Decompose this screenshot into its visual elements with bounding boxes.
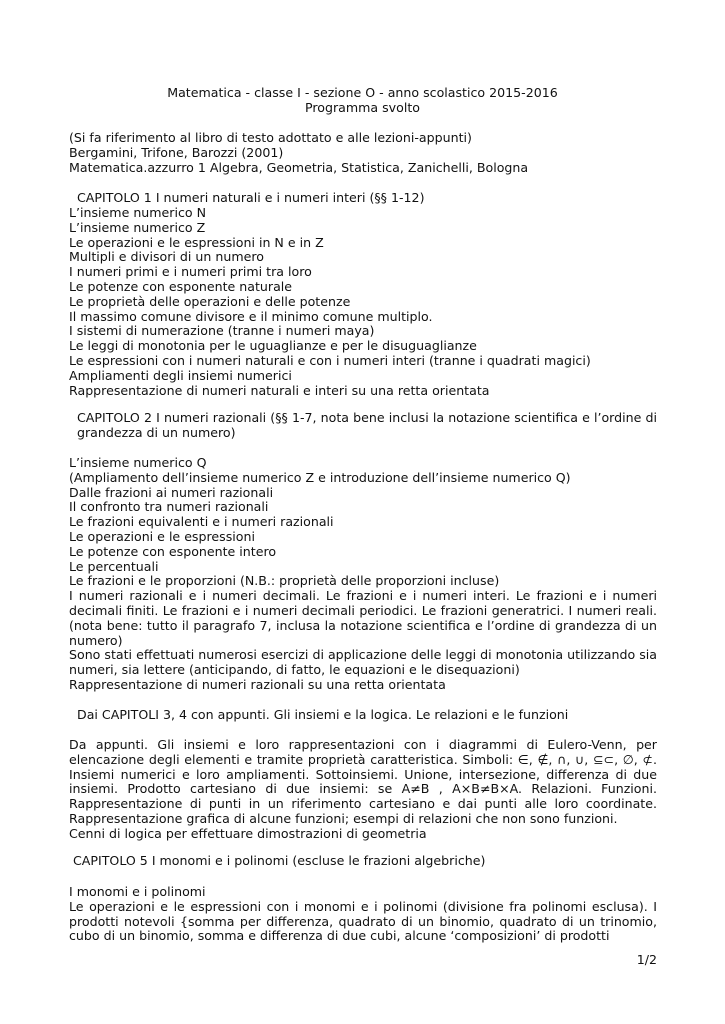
intro-line: Matematica.azzurro 1 Algebra, Geometria, Statistica, Zanichelli, Bologna [69, 159, 529, 175]
chapter2-heading: CAPITOLO 2 I numeri razionali (§§ 1-7, nota bene inclusi la notazione scientifica e l’ordine di grandezza di un numero) [77, 410, 657, 440]
list-item: I monomi e i polinomi [69, 884, 206, 899]
list-item: Le frazioni e le proporzioni (N.B.: proprietà delle proporzioni incluse) [69, 573, 500, 589]
chapter5-section [69, 885, 657, 944]
list-item: L’insieme numerico Q [69, 455, 207, 470]
list-item: Multipli e divisori di un numero [69, 249, 264, 265]
list-item: Rappresentazione di numeri naturali e interi su una retta orientata [69, 382, 490, 398]
chapter34-paragraph: Da appunti. Gli insiemi e loro rappresentazioni con i diagrammi di Eulero-Venn, per elencazione degli elementi e tramite proprietà caratteristica. Simboli: ∈, ∉, ∩, ∪, ⊆⊂, ∅, ⊄. Insiemi numerici e loro ampliamenti. Sottoinsiemi. Unione, intersezione, differenza di due insiemi. Prodotto cartesiano di due insiemi: se A≠B , A×B≠B×A. Relazioni. Funzioni. Rappresentazione di punti in un riferimento cartesiano e dai punti alle loro coordinate. Rappresentazione grafica di alcune funzioni; esempi di relazioni che non sono funzioni. [69, 737, 657, 826]
page-number: 1/2 [636, 952, 657, 967]
list-item: Le espressioni con i numeri naturali e con i numeri interi (tranne i quadrati magici) [69, 352, 591, 368]
intro-line: Bergamini, Trifone, Barozzi (2001) [69, 144, 284, 160]
list-item: I numeri primi e i numeri primi tra loro [69, 264, 312, 280]
list-item: Rappresentazione di numeri razionali su una retta orientata [69, 676, 446, 692]
list-item: Il massimo comune divisore e il minimo comune multiplo. [69, 308, 433, 324]
document-subtitle: Programma svolto [305, 100, 420, 115]
list-item: (Ampliamento dell’insieme numerico Z e introduzione dell’insieme numerico Q) [69, 469, 571, 485]
chapter5-paragraph: Le operazioni e le espressioni con i monomi e i polinomi (divisione fra polinomi esclusa). I prodotti notevoli {somma per differenza, quadrato di un binomio, quadrato di un trinomio, cubo di un binomio, somma e differenza di due cubi, alcune ‘composizioni’ di prodotti [69, 898, 657, 944]
document-title: Matematica - classe I - sezione O - anno scolastico 2015-2016 [167, 85, 558, 100]
list-item: Le potenze con esponente intero [69, 543, 277, 559]
list-item: Le operazioni e le espressioni in N e in Z [69, 234, 324, 250]
list-item: Cenni di logica per effettuare dimostrazioni di geometria [69, 825, 427, 841]
chapter2-paragraph: Sono stati effettuati numerosi esercizi di applicazione delle leggi di monotonia utilizzando sia numeri, sia lettere (anticipando, di fatto, le equazioni e le disequazioni) [69, 647, 657, 678]
list-item: Il confronto tra numeri razionali [69, 499, 269, 515]
list-item: Le leggi di monotonia per le uguaglianze e per le disuguaglianze [69, 338, 477, 354]
intro-section [69, 131, 657, 175]
list-item: Le frazioni equivalenti e i numeri razionali [69, 514, 334, 530]
chapter34-section [69, 738, 657, 842]
chapter5-heading: CAPITOLO 5 I monomi e i polinomi (escluse le frazioni algebriche) [73, 853, 486, 868]
list-item: I sistemi di numerazione (tranne i numeri maya) [69, 323, 375, 339]
list-item: L’insieme numerico Z [69, 219, 206, 235]
list-item: Dalle frazioni ai numeri razionali [69, 484, 274, 500]
chapter2-section [69, 456, 657, 693]
list-item: Le operazioni e le espressioni [69, 528, 255, 544]
list-item: Ampliamenti degli insiemi numerici [69, 367, 292, 383]
list-item: Le proprietà delle operazioni e delle potenze [69, 293, 351, 309]
list-item: Le potenze con esponente naturale [69, 278, 293, 294]
chapter2-paragraph: I numeri razionali e i numeri decimali. Le frazioni e i numeri interi. Le frazioni e i numeri decimali finiti. Le frazioni e i numeri decimali periodici. Le frazioni generatrici. I numeri reali. (nota bene: tutto il paragrafo 7, inclusa la notazione scientifica e l’ordine di grandezza di un numero) [69, 588, 657, 648]
chapter1-heading: CAPITOLO 1 I numeri naturali e i numeri interi (§§ 1-12) [77, 190, 425, 205]
chapter34-heading: Dai CAPITOLI 3, 4 con appunti. Gli insiemi e la logica. Le relazioni e le funzioni [77, 707, 569, 722]
list-item: Le percentuali [69, 558, 159, 574]
list-item: L’insieme numerico N [69, 205, 207, 220]
chapter1-list [69, 206, 657, 398]
intro-line: (Si fa riferimento al libro di testo adottato e alle lezioni-appunti) [69, 130, 472, 145]
